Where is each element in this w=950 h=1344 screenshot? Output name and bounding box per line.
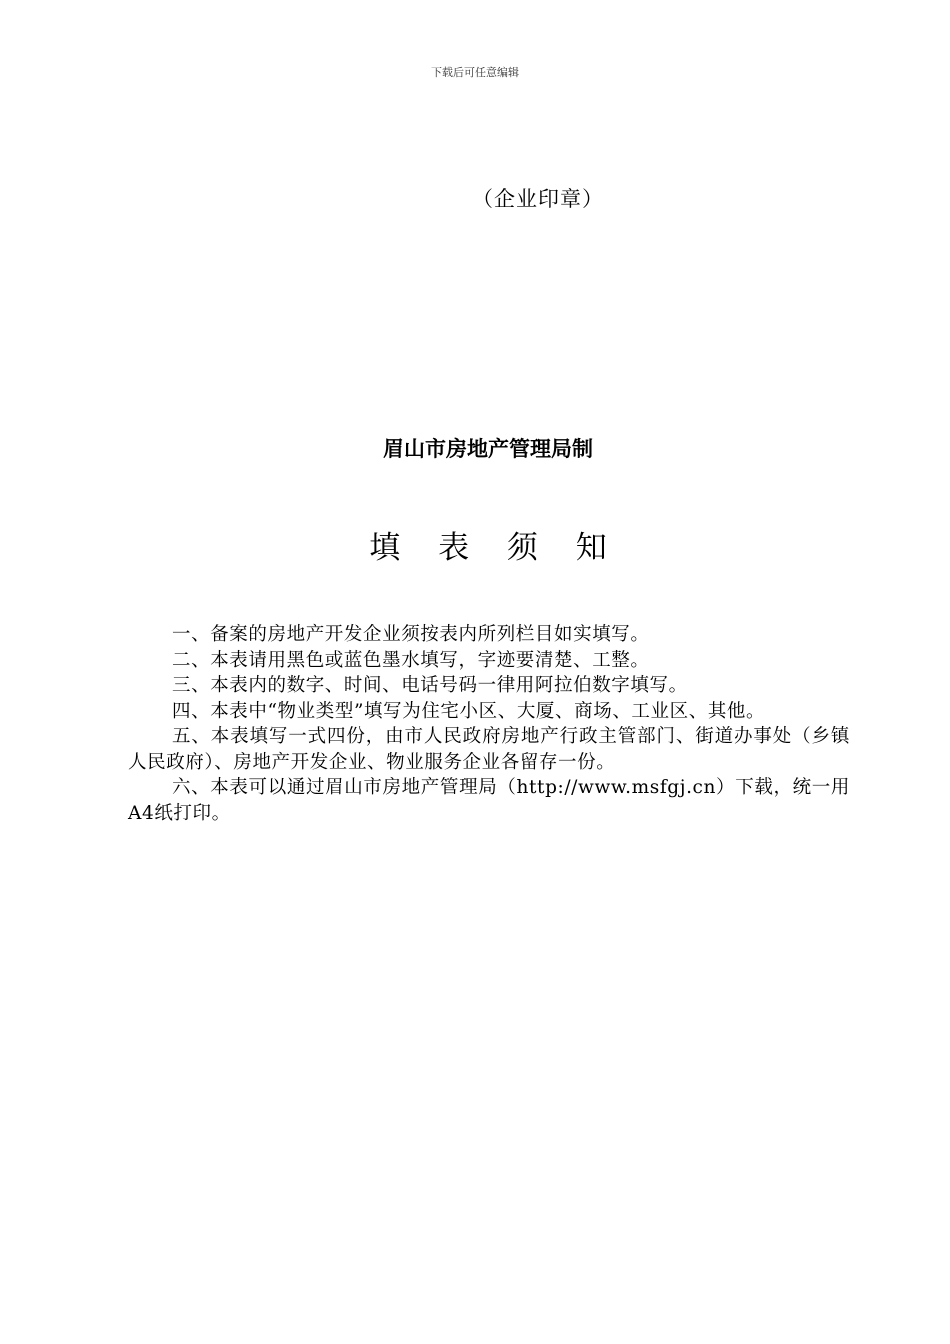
instruction-item-2: 二、本表请用黑色或蓝色墨水填写，字迹要清楚、工整。	[172, 649, 650, 671]
page-header-note: 下载后可任意编辑	[431, 66, 519, 79]
instruction-item-3: 三、本表内的数字、时间、电话号码一律用阿拉伯数字填写。	[172, 675, 688, 696]
enterprise-seal-label: （企业印章）	[472, 187, 604, 211]
instruction-item-6: 六、本表可以通过眉山市房地产管理局（http://www.msfgj.cn）下载，统一用A4纸打印。	[128, 777, 850, 824]
notice-title: 填 表 须 知	[369, 530, 621, 566]
issuer-line: 眉山市房地产管理局制	[383, 437, 593, 461]
instruction-list	[128, 622, 850, 826]
instruction-item-4: 四、本表中“物业类型”填写为住宅小区、大厦、商场、工业区、其他。	[172, 700, 766, 722]
instruction-item-5: 五、本表填写一式四份，由市人民政府房地产行政主管部门、街道办事处（乡镇人民政府）、房地产开发企业、物业服务企业各留存一份。	[128, 726, 850, 773]
instruction-item-1: 一、备案的房地产开发企业须按表内所列栏目如实填写。	[172, 624, 650, 645]
